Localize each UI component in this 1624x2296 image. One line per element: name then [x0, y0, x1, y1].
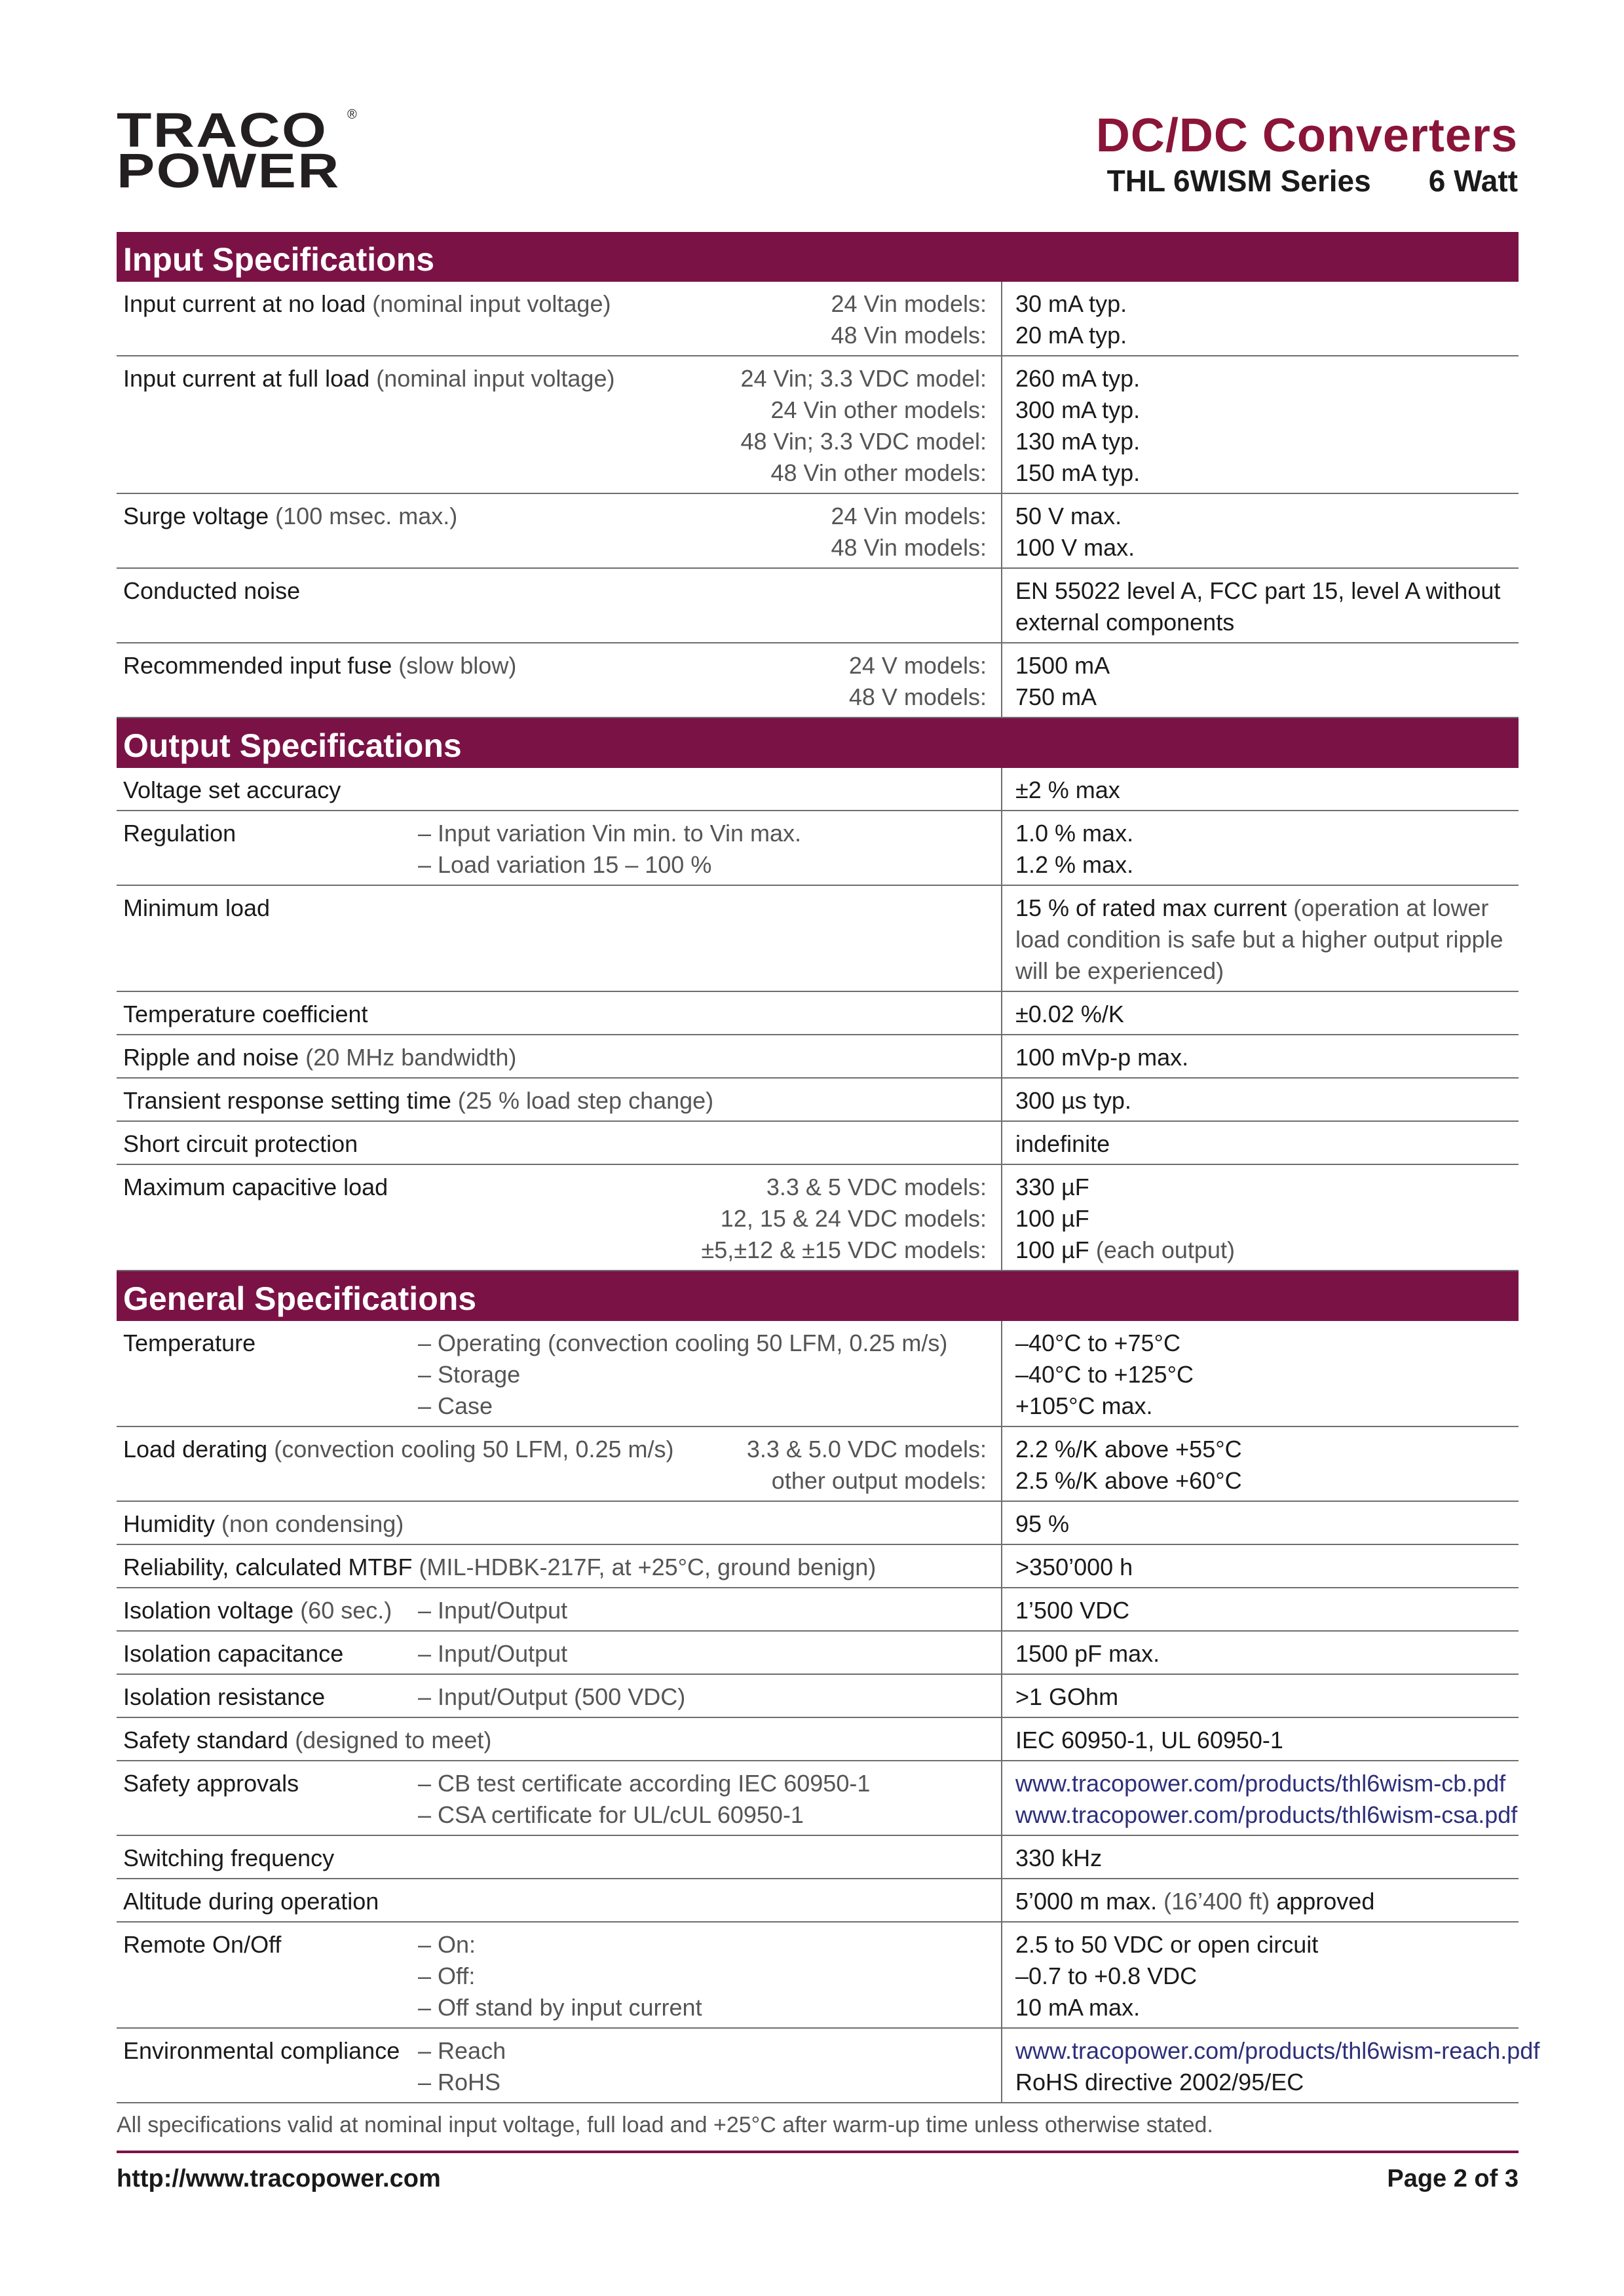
table-row — [117, 768, 1519, 811]
param-label: Load derating (convection cooling 50 LFM, 0.25 m/s) — [123, 1436, 674, 1463]
table-row — [117, 1588, 1519, 1632]
param-condition: – Input/Output — [418, 1640, 568, 1667]
param-value: >1 GOhm — [1001, 1675, 1519, 1717]
param-condition: 3.3 & 5 VDC models: 12, 15 & 24 VDC models: ±5,±12 & ±15 VDC models: — [701, 1174, 987, 1263]
table-row — [117, 2029, 1540, 2103]
param-label: Isolation resistance — [123, 1683, 326, 1710]
param-label: Temperature coefficient — [123, 1001, 368, 1027]
param-label: Humidity (non condensing) — [123, 1510, 404, 1537]
param-label: Short circuit protection — [123, 1130, 358, 1157]
param-condition: 24 Vin models: 48 Vin models: — [831, 290, 987, 349]
param-value: 50 V max. 100 V max. — [1001, 494, 1519, 567]
logo-line-2: POWER — [117, 144, 341, 198]
param-label: Surge voltage (100 msec. max.) — [123, 503, 458, 529]
table-row — [117, 1675, 1519, 1718]
param-value: 2.5 to 50 VDC or open circuit –0.7 to +0.8 VDC 10 mA max. — [1001, 1923, 1519, 2027]
footer-divider — [117, 2151, 1519, 2153]
param-value: 300 µs typ. — [1001, 1079, 1519, 1120]
table-row — [117, 569, 1519, 643]
table-row — [117, 1502, 1519, 1545]
param-label: Voltage set accuracy — [123, 776, 341, 803]
param-value: EN 55022 level A, FCC part 15, level A without external components — [1001, 569, 1519, 642]
table-row — [117, 356, 1519, 494]
param-condition: – Input/Output — [418, 1597, 568, 1624]
param-condition: 24 V models: 48 V models: — [848, 652, 987, 710]
param-condition: 24 Vin models: 48 Vin models: — [831, 503, 987, 561]
param-label: Minimum load — [123, 894, 271, 921]
param-value: 1’500 VDC — [1001, 1588, 1519, 1630]
cb-certificate-link[interactable]: www.tracopower.com/products/thl6wism-cb.pdf — [1015, 1770, 1506, 1797]
param-condition — [418, 575, 1001, 638]
param-value: –40°C to +75°C –40°C to +125°C +105°C max. — [1001, 1321, 1519, 1426]
section-header-general: General Specifications — [117, 1271, 1519, 1321]
section-header-input: Input Specifications — [117, 232, 1519, 282]
param-label: Temperature — [123, 1330, 256, 1356]
param-value: 15 % of rated max current (operation at lower load condition is safe but a higher output ripple will be experienced) — [1001, 886, 1519, 991]
param-condition: 24 Vin; 3.3 VDC model: 24 Vin other models: 48 Vin; 3.3 VDC model: 48 Vin other models: — [740, 365, 987, 486]
param-value: 1500 pF max. — [1001, 1632, 1519, 1674]
reach-link[interactable]: www.tracopower.com/products/thl6wism-reach.pdf — [1015, 2037, 1540, 2064]
param-label: Remote On/Off — [123, 1931, 282, 1958]
param-condition: – On: – Off: – Off stand by input current — [418, 1931, 702, 2021]
table-row — [117, 1923, 1519, 2029]
table-row — [117, 1879, 1519, 1923]
logo-line-1: TRACO — [117, 103, 328, 157]
document-header — [1096, 109, 1518, 198]
param-value: 30 mA typ. 20 mA typ. — [1001, 282, 1519, 355]
series-line — [1096, 164, 1518, 198]
param-value — [1001, 1761, 1519, 1835]
param-value: 330 µF 100 µF 100 µF (each output) — [1001, 1165, 1519, 1270]
table-row — [117, 1079, 1519, 1122]
param-value: >350’000 h — [1001, 1545, 1519, 1587]
param-label: Safety approvals — [123, 1770, 299, 1797]
param-label: Safety standard (designed to meet) — [123, 1727, 492, 1753]
param-label: Transient response setting time (25 % load step change) — [123, 1087, 714, 1114]
table-row — [117, 494, 1519, 569]
table-row — [117, 1632, 1519, 1675]
param-value: 260 mA typ. 300 mA typ. 130 mA typ. 150 mA typ. — [1001, 356, 1519, 493]
table-row — [117, 1321, 1519, 1427]
param-value: 95 % — [1001, 1502, 1519, 1544]
param-label: Regulation — [123, 820, 236, 847]
footer-url-link[interactable]: http://www.tracopower.com — [117, 2165, 441, 2192]
param-label: Input current at no load (nominal input voltage) — [123, 290, 611, 317]
param-value: 5’000 m max. (16’400 ft) approved — [1001, 1879, 1519, 1921]
param-label: Recommended input fuse (slow blow) — [123, 652, 517, 679]
param-label: Maximum capacitive load — [123, 1174, 388, 1200]
table-row — [117, 1165, 1519, 1271]
table-row — [117, 1718, 1519, 1761]
param-value: ±2 % max — [1001, 768, 1519, 810]
param-value: ±0.02 %/K — [1001, 992, 1519, 1034]
param-label: Switching frequency — [123, 1845, 335, 1871]
param-value: IEC 60950-1, UL 60950-1 — [1001, 1718, 1519, 1760]
param-value: 1.0 % max. 1.2 % max. — [1001, 811, 1519, 885]
param-value: 2.2 %/K above +55°C 2.5 %/K above +60°C — [1001, 1427, 1519, 1501]
table-row — [117, 992, 1519, 1035]
param-value: 100 mVp-p max. — [1001, 1035, 1519, 1077]
csa-certificate-link[interactable]: www.tracopower.com/products/thl6wism-csa.pdf — [1015, 1801, 1518, 1828]
wattage: 6 Watt — [1428, 164, 1518, 198]
section-header-output: Output Specifications — [117, 718, 1519, 768]
series-name: THL 6WISM Series — [1106, 164, 1371, 198]
param-condition: – Reach – RoHS — [418, 2037, 506, 2095]
traco-power-logo — [117, 103, 366, 198]
spec-table — [117, 232, 1540, 2103]
param-label: Ripple and noise (20 MHz bandwidth) — [123, 1044, 517, 1071]
table-row — [117, 811, 1519, 886]
table-row — [117, 643, 1519, 718]
registered-mark: ® — [347, 107, 357, 122]
param-condition: – CB test certificate according IEC 60950-1 – CSA certificate for UL/cUL 60950-1 — [418, 1770, 871, 1828]
page-number: Page 2 of 3 — [1387, 2165, 1519, 2192]
param-label: Reliability, calculated MTBF (MIL-HDBK-217F, at +25°C, ground benign) — [123, 1554, 877, 1580]
param-condition: – Input/Output (500 VDC) — [418, 1683, 686, 1710]
param-condition: – Input variation Vin min. to Vin max. – Load variation 15 – 100 % — [418, 820, 801, 878]
table-row — [117, 1545, 1519, 1588]
table-row — [117, 1035, 1519, 1079]
param-label: Isolation voltage (60 sec.) — [123, 1597, 392, 1624]
param-value: indefinite — [1001, 1122, 1519, 1164]
footnote: All specifications valid at nominal input voltage, full load and +25°C after warm-up time unless otherwise stated. — [117, 2113, 1213, 2137]
table-row — [117, 1427, 1519, 1502]
table-row — [117, 886, 1519, 992]
param-label: Environmental compliance — [123, 2037, 400, 2064]
page-title: DC/DC Converters — [1095, 109, 1518, 162]
param-value: 1500 mA 750 mA — [1001, 643, 1519, 717]
param-label: Isolation capacitance — [123, 1640, 344, 1667]
table-row — [117, 1761, 1519, 1836]
param-condition: – Operating (convection cooling 50 LFM, 0.25 m/s) – Storage – Case — [418, 1330, 948, 1419]
param-label: Conducted noise — [123, 577, 301, 604]
table-row — [117, 1122, 1519, 1165]
param-label: Altitude during operation — [123, 1888, 379, 1915]
param-value: www.tracopower.com/products/thl6wism-reach.pdf RoHS directive 2002/95/EC — [1001, 2029, 1519, 2102]
param-condition: 3.3 & 5.0 VDC models: other output models: — [746, 1436, 987, 1494]
table-row — [117, 1836, 1519, 1879]
param-label: Input current at full load (nominal input voltage) — [123, 365, 615, 392]
table-row — [117, 282, 1519, 356]
param-value: 330 kHz — [1001, 1836, 1519, 1878]
